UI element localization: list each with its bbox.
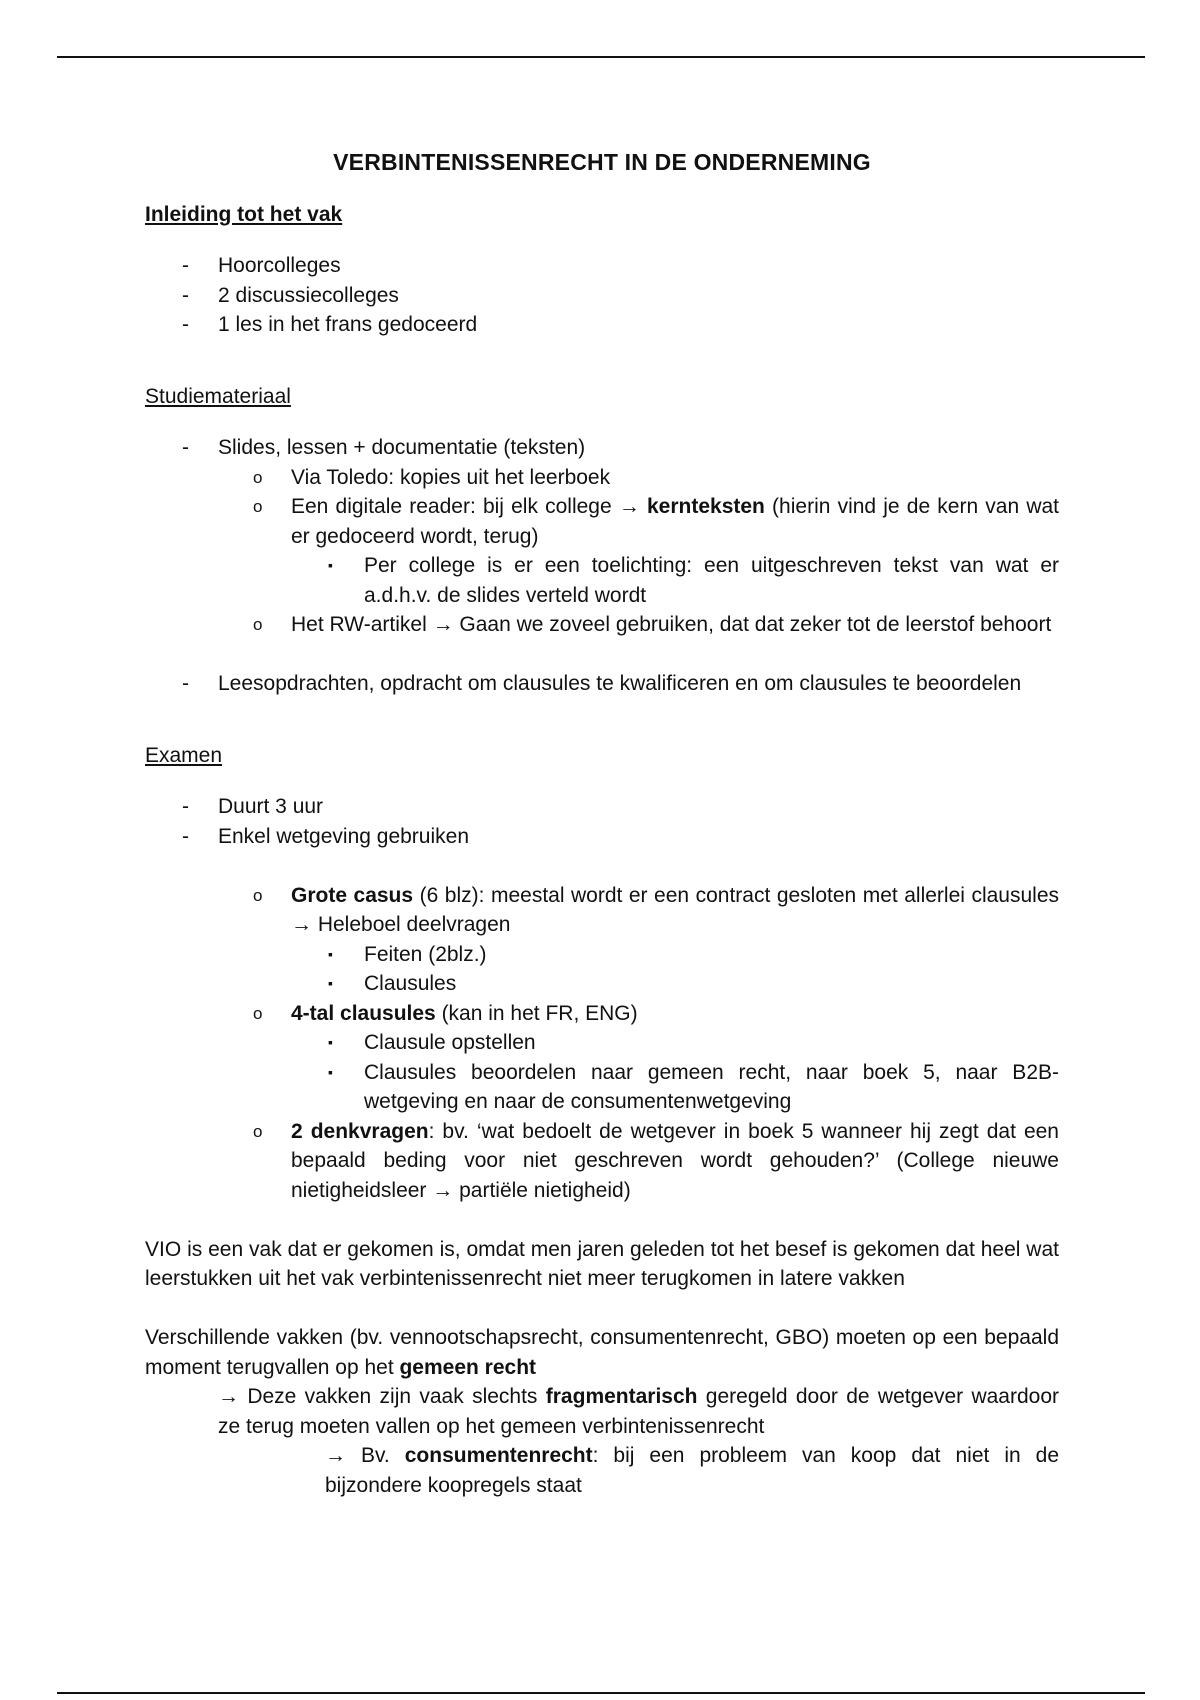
list-item: - Hoorcolleges xyxy=(182,254,341,277)
list-item: ▪ Clausules xyxy=(328,972,457,995)
list-inleiding xyxy=(145,251,1059,340)
paragraph-vakken: Verschillende vakken (bv. vennootschapsrecht, consumentenrecht, GBO) moeten op een bepaald moment terugvallen op het gemeen recht xyxy=(145,1326,1059,1379)
list-item: - Leesopdrachten, opdracht om clausules te kwalificeren en om clausules te beoordelen xyxy=(182,672,1022,695)
list-item: - Duurt 3 uur xyxy=(182,795,324,818)
footer-rule xyxy=(57,1692,1145,1694)
paragraph-vio: VIO is een vak dat er gekomen is, omdat men jaren geleden tot het besef is gekomen dat heel wat leerstukken uit het vak verbintenissenrecht niet meer terugkomen in latere vakken xyxy=(145,1237,1059,1290)
heading-studiemateriaal: Studiemateriaal xyxy=(145,384,291,408)
list-item: ▪ Clausules beoordelen naar gemeen recht, naar boek 5, naar B2B-wetgeving en naar de consumentenwetgeving xyxy=(328,1060,1059,1113)
list-item: o Via Toledo: kopies uit het leerboek xyxy=(253,465,611,489)
list-item: o Het RW-artikel → Gaan we zoveel gebruiken, dat dat zeker tot de leerstof behoort xyxy=(253,613,1052,636)
list-item: o Grote casus (6 blz): meestal wordt er een contract gesloten met allerlei clausules → Heleboel deelvragen ▪ Feiten (2blz.) ▪ Clausules xyxy=(218,881,1059,999)
list-item: ▪ Feiten (2blz.) xyxy=(328,942,487,966)
list-item: - 2 discussiecolleges xyxy=(182,283,399,307)
list-item: - Slides, lessen + documentatie (teksten) o Via Toledo: kopies uit het leerboek o Een digitale reader: bij elk college → kernteksten (hierin vind je de kern van wat er gedoceerd wordt, terug) ▪ Per college is er een toelichting: een uitgeschreven tekst van wat er a.d.h.v. de slides verteld wordt o Het RW-artikel → Gaan we zoveel gebruiken, dat dat zeker tot de leerstof behoort xyxy=(145,433,1059,640)
heading-examen: Examen xyxy=(145,743,223,767)
document-page xyxy=(145,148,1059,1500)
list-item: ▪ Per college is er een toelichting: een uitgeschreven tekst van wat er a.d.h.v. de slides verteld wordt xyxy=(328,554,1059,607)
document-title: VERBINTENISSENRECHT IN DE ONDERNEMING xyxy=(333,149,871,175)
list-examen xyxy=(145,792,1059,1205)
list-item: - 1 les in het frans gedoceerd xyxy=(182,313,478,336)
list-studiemateriaal xyxy=(145,433,1059,640)
list-item: o 2 denkvragen: bv. ‘wat bedoelt de wetgever in boek 5 wanneer hij zegt dat een bepaald beding voor niet geschreven wordt gehouden?’ (College nieuwe nietigheidsleer → partiële nietigheid) xyxy=(253,1119,1059,1202)
list-item: ▪ Clausule opstellen xyxy=(328,1031,536,1054)
list-item: o 4-tal clausules (kan in het FR, ENG) ▪ Clausule opstellen ▪ Clausules beoordelen naar gemeen recht, naar boek 5, naar B2B-wetgeving en naar de consumentenwetgeving xyxy=(218,999,1059,1117)
header-rule xyxy=(57,56,1145,58)
list-item: o Een digitale reader: bij elk college → kernteksten (hierin vind je de kern van wat er gedoceerd wordt, terug) ▪ Per college is er een toelichting: een uitgeschreven tekst van wat er a.d.h.v. de slides verteld wordt xyxy=(218,492,1059,610)
paragraph-fragmentarisch: → Deze vakken zijn vaak slechts fragmentarisch geregeld door de wetgever waardoor ze terug moeten vallen op het gemeen verbintenissenrecht xyxy=(218,1385,1060,1438)
paragraph-consumentenrecht: → Bv. consumentenrecht: bij een probleem van koop dat niet in de bijzondere koopregels staat xyxy=(325,1444,1060,1497)
list-item: - Enkel wetgeving gebruiken o Grote casus (6 blz): meestal wordt er een contract gesloten met allerlei clausules → Heleboel deelvragen ▪ Feiten (2blz.) ▪ Clausules o 4-tal clausules (kan in het FR, ENG) ▪ Clausule opstellen ▪ Clausules beoordelen naar gemeen recht, naar boek 5, naar B2B-wetgeving en naar de consumentenwetgeving o 2 denkvragen: bv. ‘wat bedoelt de wetgever in boek 5 wanneer hij zegt dat een bepaald beding voor niet geschreven wordt gehouden?’ (College nieuwe nietigheidsleer → partiële nietigheid) xyxy=(145,822,1059,1206)
heading-inleiding: Inleiding tot het vak xyxy=(145,202,343,226)
